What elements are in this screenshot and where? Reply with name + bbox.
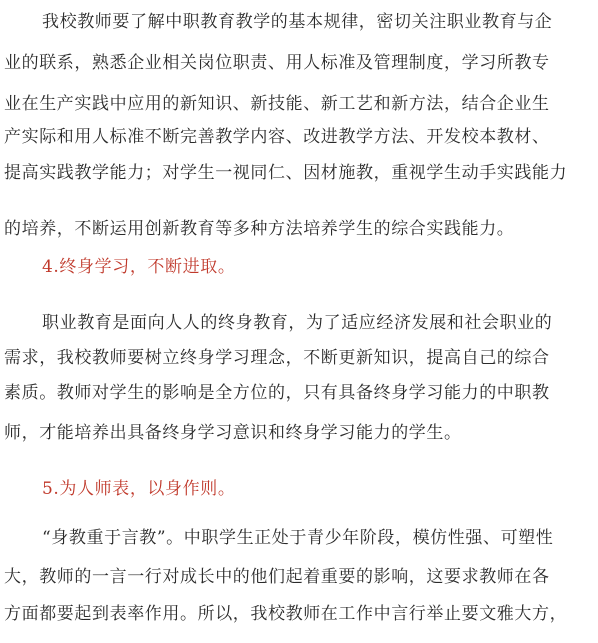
- paragraph3-line-1: “身教重于言教”。中职学生正处于青少年阶段，模仿性强、可塑性: [42, 528, 554, 548]
- paragraph3-line-3: 方面都要起到表率作用。所以，我校教师在工作中言行举止要文雅大方，: [4, 604, 568, 624]
- paragraph1-line-4: 产实际和用人标准不断完善教学内容、改进教学方法、开发校本教材、: [4, 127, 550, 147]
- paragraph2-line-3: 素质。教师对学生的影响是全方位的，只有具备终身学习能力的中职教: [4, 383, 550, 403]
- paragraph1-line-2: 业的联系，熟悉企业相关岗位职责、用人标准及管理制度，学习所教专: [4, 53, 550, 73]
- section-heading-4: 4.终身学习，不断进取。: [42, 257, 236, 277]
- paragraph1-line-1: 我校教师要了解中职教育教学的基本规律，密切关注职业教育与企: [42, 12, 553, 32]
- paragraph1-line-3: 业在生产实践中应用的新知识、新技能、新工艺和新方法，结合企业生: [4, 94, 550, 114]
- section-heading-5: 5.为人师表，以身作则。: [42, 479, 236, 499]
- paragraph2-line-1: 职业教育是面向人人的终身教育，为了适应经济发展和社会职业的: [42, 313, 553, 333]
- paragraph1-line-6: 的培养，不断运用创新教育等多种方法培养学生的综合实践能力。: [4, 219, 515, 239]
- paragraph3-line-2: 大，教师的一言一行对成长中的他们起着重要的影响，这要求教师在各: [4, 567, 550, 587]
- paragraph2-line-2: 需求，我校教师要树立终身学习理念，不断更新知识，提高自己的综合: [4, 348, 550, 368]
- paragraph1-line-5: 提高实践教学能力；对学生一视同仁、因材施教，重视学生动手实践能力: [4, 163, 568, 183]
- paragraph2-line-4: 师，才能培养出具备终身学习意识和终身学习能力的学生。: [4, 423, 462, 443]
